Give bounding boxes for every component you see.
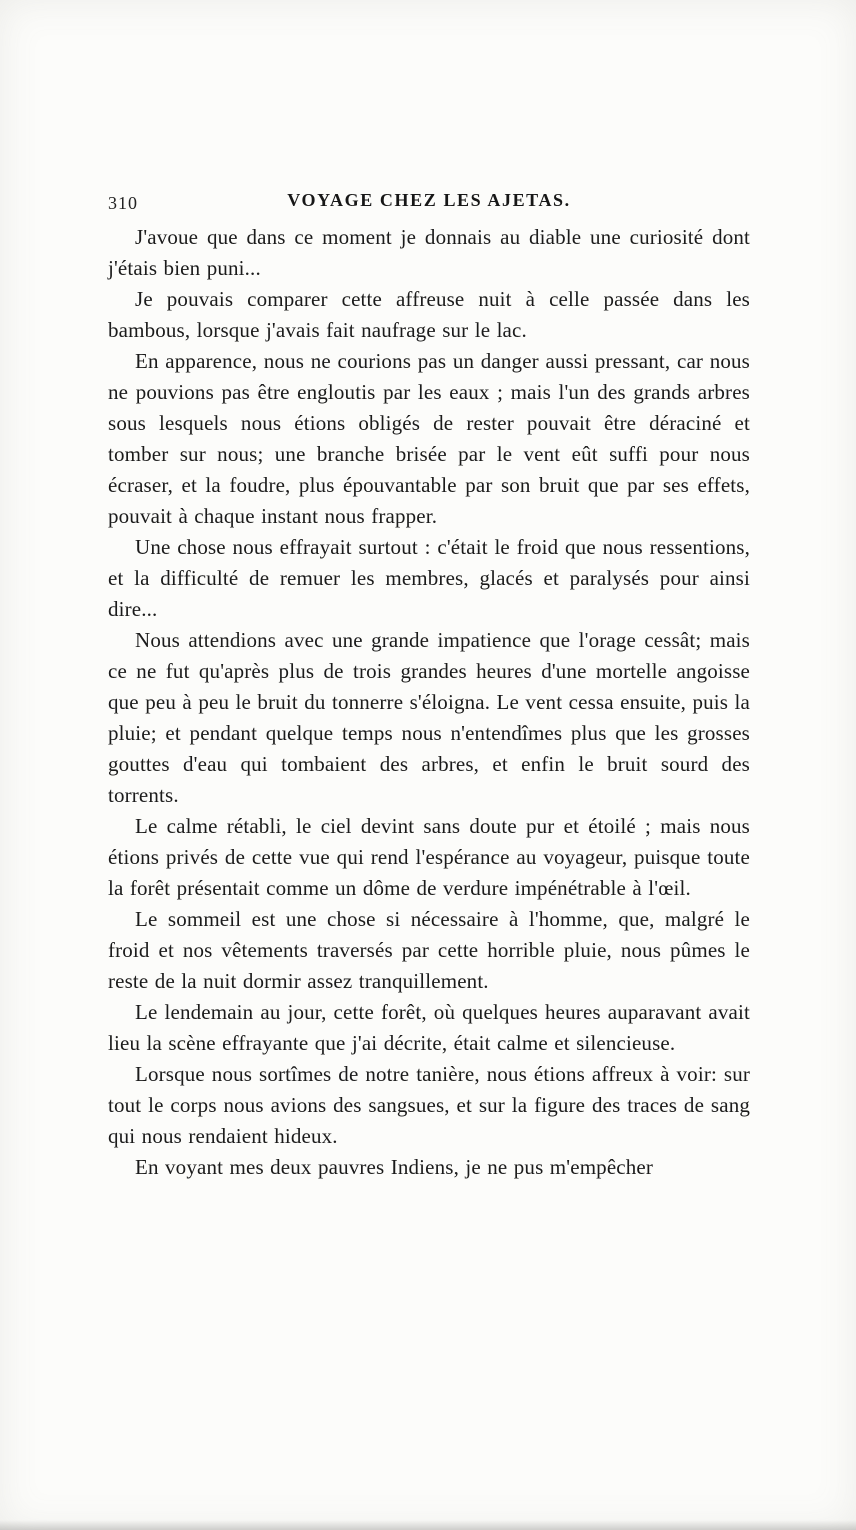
paragraph: Le sommeil est une chose si nécessaire à l'homme, que, malgré le froid et nos vêtements traversés par cette horrible pluie, nous pûmes le reste de la nuit dormir assez tranquillement. — [108, 907, 750, 993]
paragraph: Je pouvais comparer cette affreuse nuit à celle passée dans les bambous, lorsque j'avais fait naufrage sur le lac. — [108, 287, 750, 342]
paragraph: Le lendemain au jour, cette forêt, où quelques heures auparavant avait lieu la scène effrayante que j'ai décrite, était calme et silencieuse. — [108, 1000, 750, 1055]
paragraph: En apparence, nous ne courions pas un danger aussi pressant, car nous ne pouvions pas être engloutis par les eaux ; mais l'un des grands arbres sous lesquels nous étions obligés de rester pouvait être déraciné et tomber sur nous; une branche brisée par le vent eût suffi pour nous écraser, et la foudre, plus épouvantable par son bruit que par ses effets, pouvait à chaque instant nous frapper. — [108, 349, 750, 528]
paragraph: Le calme rétabli, le ciel devint sans doute pur et étoilé ; mais nous étions privés de cette vue qui rend l'espérance au voyageur, puisque toute la forêt présentait comme un dôme de verdure impénétrable à l'œil. — [108, 814, 750, 900]
paragraph: En voyant mes deux pauvres Indiens, je ne pus m'empêcher — [135, 1155, 654, 1179]
page-edge-shadow — [0, 1520, 856, 1530]
paragraph: Nous attendions avec une grande impatience que l'orage cessât; mais ce ne fut qu'après plus de trois grandes heures d'une mortelle angoisse que peu à peu le bruit du tonnerre s'éloigna. Le vent cessa ensuite, puis la pluie; et pendant quelque temps nous n'entendîmes plus que les grosses gouttes d'eau qui tombaient des arbres, et enfin le bruit sourd des torrents. — [108, 628, 750, 807]
running-title: VOYAGE CHEZ LES AJETAS. — [287, 190, 571, 210]
page-number: 310 — [108, 193, 138, 213]
paragraph: Une chose nous effrayait surtout : c'était le froid que nous ressentions, et la difficulté de remuer les membres, glacés et paralysés pour ainsi dire... — [108, 535, 750, 621]
page-header — [108, 190, 750, 216]
paragraph: Lorsque nous sortîmes de notre tanière, nous étions affreux à voir: sur tout le corps nous avions des sangsues, et sur la figure des traces de sang qui nous rendaient hideux. — [108, 1062, 750, 1148]
paragraph: J'avoue que dans ce moment je donnais au diable une curiosité dont j'étais bien puni... — [108, 225, 750, 280]
page-body — [108, 222, 750, 1183]
